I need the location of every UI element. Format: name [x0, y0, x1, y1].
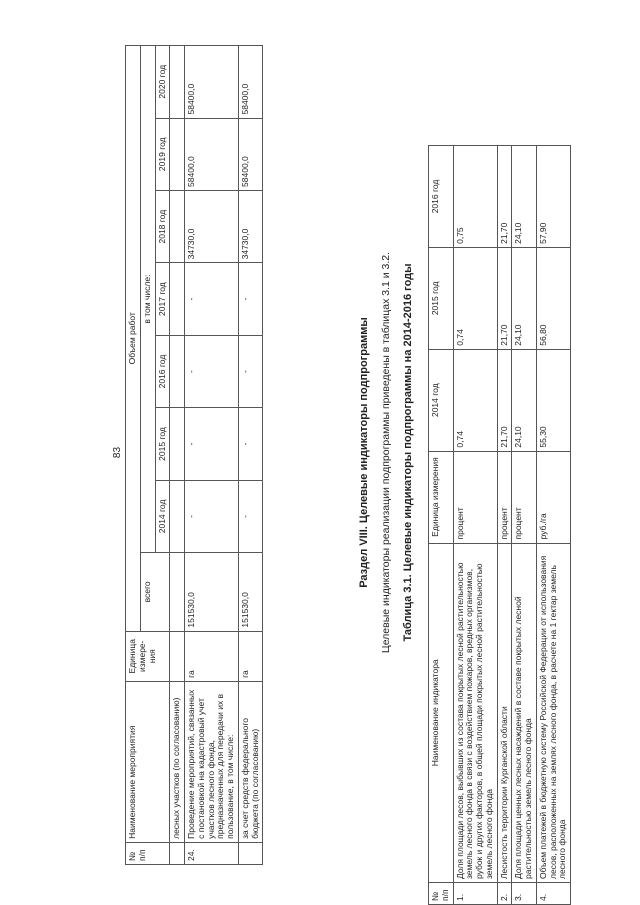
- cell-value: -: [185, 335, 239, 407]
- cell-no: 2.: [497, 883, 512, 905]
- cell-no: 4.: [536, 883, 570, 905]
- cell-name: за счет средств федерального бюджета (по согласованию): [238, 681, 263, 842]
- indicators-table: [428, 145, 571, 905]
- cell-value: 58400,0: [238, 46, 263, 119]
- cell-value: [170, 335, 185, 407]
- header-year: 2017 год: [155, 263, 170, 335]
- cell-name: Объем платежей в бюджетную систему Российской Федерации от использования лесов, расположенных на землях лесного фонда, в расчете на 1 гектар земель лесного фонда: [536, 543, 570, 883]
- cell-value: [170, 263, 185, 335]
- cell-name: Проведение мероприятий, связанных с постановкой на кадастровый учет участков лесного фонда, предназначенных для передачи их в пользование, в том числе:: [185, 681, 239, 842]
- cell-value: 0,74: [453, 349, 497, 451]
- cell-value: 56,80: [536, 247, 570, 349]
- header-total: всего: [140, 553, 170, 631]
- table-row: [185, 46, 239, 865]
- table-title: Таблица 3.1. Целевые индикаторы подпрограммы на 2014-2016 годы: [402, 263, 414, 642]
- header-incl: в том числе:: [140, 46, 155, 553]
- cell-value: 0,74: [453, 247, 497, 349]
- table-row: [536, 146, 570, 905]
- header-no: № п/п: [429, 883, 454, 905]
- header-year-2016: 2016 год: [429, 146, 454, 248]
- cell-value: -: [238, 408, 263, 480]
- cell-value: -: [238, 335, 263, 407]
- cell-value: 0,75: [453, 146, 497, 248]
- cell-value: [170, 480, 185, 552]
- cell-value: -: [185, 408, 239, 480]
- cell-value: 55,30: [536, 349, 570, 451]
- cell-unit: процент: [453, 451, 497, 543]
- cell-value: -: [185, 480, 239, 552]
- header-year: 2019 год: [155, 118, 170, 190]
- header-year: 2018 год: [155, 190, 170, 262]
- header-no: № п/п: [126, 842, 170, 864]
- cell-value: [170, 190, 185, 262]
- section-text: Целевые индикаторы реализации подпрограммы приведены в таблицах 3.1 и 3.2.: [380, 251, 392, 654]
- cell-name: Доля площади ценных лесных насаждений в составе покрытых лесной растительностью земель лесного фонда: [512, 543, 537, 883]
- cell-no: 3.: [512, 883, 537, 905]
- cell-no: 24.: [185, 842, 239, 864]
- cell-value: 21,70: [497, 146, 512, 248]
- cell-total: 151530,0: [238, 553, 263, 631]
- activities-table: [125, 45, 263, 865]
- cell-no: [238, 842, 263, 864]
- page-number: 83: [112, 446, 123, 459]
- header-volume: Объем работ: [126, 46, 141, 632]
- cell-value: -: [238, 263, 263, 335]
- cell-unit: га: [185, 631, 239, 681]
- header-year: 2014 год: [155, 480, 170, 552]
- cell-unit: процент: [497, 451, 512, 543]
- table-row: [453, 146, 497, 905]
- table-row: [170, 46, 185, 865]
- header-name: Наименование индикатора: [429, 543, 454, 883]
- cell-value: 57,90: [536, 146, 570, 248]
- cell-value: 24,10: [512, 247, 537, 349]
- table-row: [497, 146, 512, 905]
- cell-value: 21,70: [497, 247, 512, 349]
- cell-total: 151530,0: [185, 553, 239, 631]
- cell-no: [170, 842, 185, 864]
- header-year-2014: 2014 год: [429, 349, 454, 451]
- table-row: [512, 146, 537, 905]
- cell-value: -: [185, 263, 239, 335]
- header-unit: Единица измерения: [429, 451, 454, 543]
- header-year: 2015 год: [155, 408, 170, 480]
- cell-unit: процент: [512, 451, 537, 543]
- cell-value: -: [238, 480, 263, 552]
- header-year: 2016 год: [155, 335, 170, 407]
- cell-no: 1.: [453, 883, 497, 905]
- cell-value: [170, 118, 185, 190]
- cell-value: 58400,0: [185, 118, 239, 190]
- cell-name: Доля площади лесов, выбывших из состава покрытых лесной растительностью земель лесного фонда в связи с воздействием пожаров, вредных организмов, рубок и других факторов, в общей площади покрытых лесной растительностью земель лесного фонда: [453, 543, 497, 883]
- header-year-2015: 2015 год: [429, 247, 454, 349]
- cell-name: Лесистость территории Курганской области: [497, 543, 512, 883]
- cell-value: 34730,0: [185, 190, 239, 262]
- cell-total: [170, 553, 185, 631]
- cell-value: [170, 46, 185, 119]
- cell-value: 24,10: [512, 146, 537, 248]
- header-year: 2020 год: [155, 46, 170, 119]
- header-unit: Единица измере-ния: [126, 631, 170, 681]
- cell-unit: [170, 631, 185, 681]
- table-row: [238, 46, 263, 865]
- cell-unit: га: [238, 631, 263, 681]
- cell-value: 21,70: [497, 349, 512, 451]
- cell-value: [170, 408, 185, 480]
- cell-unit: руб./га: [536, 451, 570, 543]
- cell-value: 24,10: [512, 349, 537, 451]
- cell-value: 58400,0: [238, 118, 263, 190]
- section-title: Раздел VIII. Целевые индикаторы подпрограммы: [358, 317, 370, 588]
- cell-name: лесных участков (по согласованию): [170, 681, 185, 842]
- cell-value: 34730,0: [238, 190, 263, 262]
- header-name: Наименование мероприятия: [126, 681, 170, 842]
- cell-value: 58400,0: [185, 46, 239, 119]
